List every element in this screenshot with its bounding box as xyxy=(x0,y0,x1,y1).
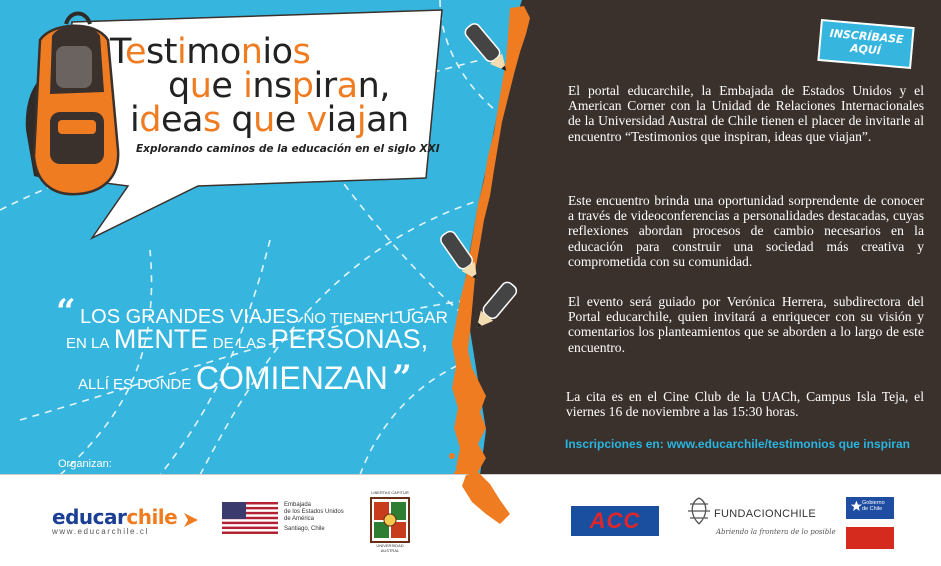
educarchile-logo-part1: educar xyxy=(52,505,127,529)
gobierno-text-1: Gobierno xyxy=(862,500,885,506)
quote-line-3 xyxy=(78,358,412,398)
gobierno-text xyxy=(862,500,885,512)
us-flag-icon xyxy=(222,502,278,534)
quote-open-mark: “ xyxy=(56,292,76,332)
educarchile-url: www.educarchile.cl xyxy=(52,527,149,536)
headline-subtitle: Explorando caminos de la educación en el siglo XXI xyxy=(136,143,440,155)
educarchile-arrow-icon xyxy=(182,511,200,529)
body-paragraph-1: El portal educarchile, la Embajada de Estados Unidos y el American Corner con la Unidad de Relaciones Internacionales de la Universidad Austral de Chile tienen el placer de invitarle al encuentro “Testimonios que inspiran, ideas que viajan”. xyxy=(568,83,924,144)
quote-l2-big1: MENTE xyxy=(113,324,209,354)
quote-l1-big: LOS GRANDES VIAJES xyxy=(80,306,299,328)
quote-close-mark: ” xyxy=(392,358,412,398)
quote-l2-small2: DE LAS xyxy=(212,335,267,352)
registration-link[interactable]: Inscripciones en: www.educarchile/testimonios que inspiran xyxy=(565,437,910,451)
backpack-illustration xyxy=(26,14,118,195)
headline-line-3: ideas que viajan xyxy=(130,100,409,140)
fundacion-chile-icon xyxy=(686,496,712,526)
quote-l1-small1: NO TIENEN xyxy=(303,310,385,327)
uach-motto: LIBERTAS CAPITUR xyxy=(371,490,409,495)
cta-register-button[interactable] xyxy=(818,20,913,68)
quote-l3-small: ALLÍ ES DONDE xyxy=(78,376,192,393)
organizers-label: Organizan: xyxy=(58,458,112,470)
cta-line-2: AQUÍ xyxy=(849,41,882,58)
cta-line-1: INSCRÍBASE xyxy=(829,26,905,47)
body-paragraph-4: La cita es en el Cine Club de la UACh, Campus Isla Teja, el viernes 16 de noviembre a las 15:30 horas. xyxy=(566,389,924,420)
embassy-text-3: de América xyxy=(284,516,315,522)
uach-crest-logo[interactable] xyxy=(368,490,412,553)
quote-l2-small1: EN LA xyxy=(66,335,110,352)
us-embassy-logo[interactable] xyxy=(222,502,344,539)
body-paragraph-2: Este encuentro brinda una oportunidad sorprendente de conocer a través de videoconferencias a personalidades destacadas, cuyas reflexiones abordan procesos de cambio necesarios en la educación para construir una sociedad más creativa y comprometida con su comunidad. xyxy=(568,193,924,269)
quote-l1-small2: LUGAR xyxy=(389,308,448,327)
quote-l2-big2: PERSONAS, xyxy=(270,324,429,354)
headline-line-2: que inspiran, xyxy=(168,66,390,106)
fundacion-chile-logo[interactable] xyxy=(686,496,836,536)
gobierno-chile-logo[interactable] xyxy=(846,497,894,549)
acc-logo[interactable] xyxy=(571,506,659,536)
uach-crest-icon xyxy=(368,490,412,550)
embassy-text-2: de los Estados Unidos xyxy=(284,509,344,515)
acc-logo-text: ACC xyxy=(589,508,641,533)
embassy-text-4: Santiago, Chile xyxy=(284,526,325,532)
body-paragraph-3: El evento será guiado por Verónica Herrera, subdirectora del Portal educarchile, quien invitará a enriquecer con su visión y comentarios los planteamientos que se aborden a lo largo de este encuentro. xyxy=(568,294,924,355)
gobierno-text-2: de Chile xyxy=(862,506,883,512)
educarchile-logo-part2: chile xyxy=(126,505,178,529)
fundacion-chile-tagline: Abriendo la frontera de lo posible xyxy=(716,528,836,536)
uach-name: UNIVERSIDAD AUSTRAL xyxy=(376,543,404,553)
embassy-text xyxy=(284,502,344,533)
quote-l3-big: COMIENZAN xyxy=(195,360,388,396)
quote-line-2 xyxy=(66,324,428,355)
headline-line-1: Testimonios xyxy=(110,32,311,72)
embassy-text-1: Embajada xyxy=(284,502,312,508)
educarchile-logo[interactable] xyxy=(52,505,200,536)
fundacion-chile-name: FUNDACIONCHILE xyxy=(714,508,816,520)
